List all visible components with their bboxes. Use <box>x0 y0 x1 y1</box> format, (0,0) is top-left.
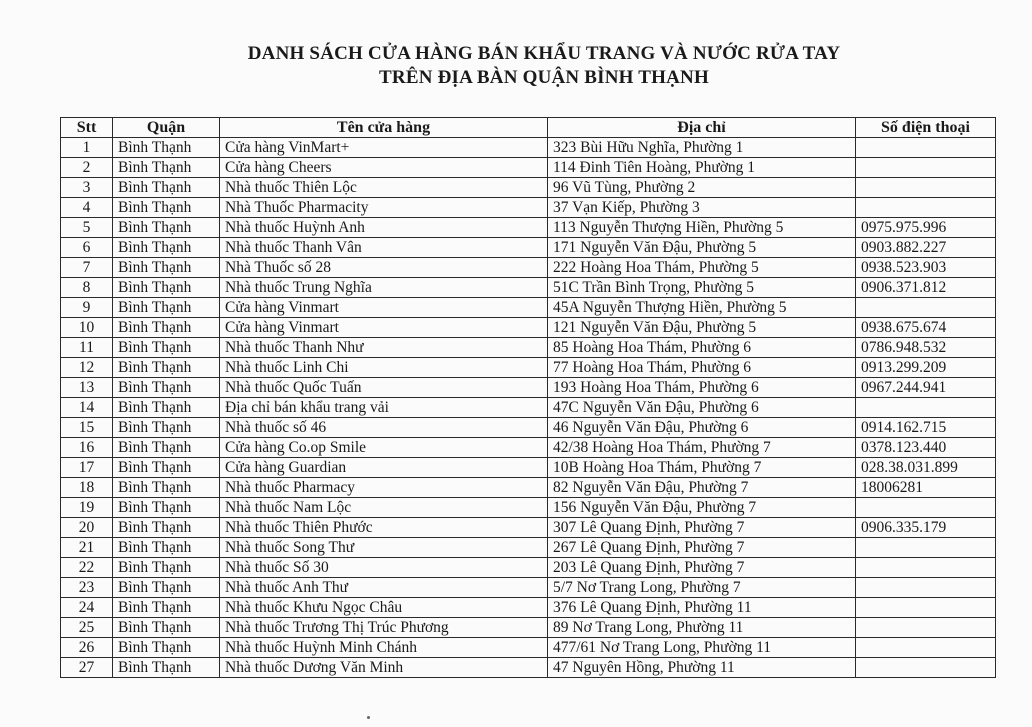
cell-district: Bình Thạnh <box>113 618 220 638</box>
cell-store-name: Nhà thuốc Thanh Như <box>220 338 548 358</box>
cell-store-name: Nhà thuốc Số 30 <box>220 558 548 578</box>
cell-district: Bình Thạnh <box>113 578 220 598</box>
cell-stt: 23 <box>61 578 113 598</box>
cell-phone: 0967.244.941 <box>856 378 996 398</box>
cell-store-name: Nhà thuốc Song Thư <box>220 538 548 558</box>
cell-phone: 0938.675.674 <box>856 318 996 338</box>
cell-district: Bình Thạnh <box>113 438 220 458</box>
cell-stt: 12 <box>61 358 113 378</box>
table-row <box>61 398 996 418</box>
cell-stt: 9 <box>61 298 113 318</box>
cell-address: 267 Lê Quang Định, Phường 7 <box>548 538 856 558</box>
cell-store-name: Nhà thuốc Thanh Vân <box>220 238 548 258</box>
table-row <box>61 618 996 638</box>
cell-store-name: Cửa hàng VinMart+ <box>220 138 548 158</box>
cell-address: 5/7 Nơ Trang Long, Phường 7 <box>548 578 856 598</box>
cell-address: 45A Nguyễn Thượng Hiền, Phường 5 <box>548 298 856 318</box>
cell-district: Bình Thạnh <box>113 658 220 678</box>
cell-stt: 27 <box>61 658 113 678</box>
cell-address: 203 Lê Quang Định, Phường 7 <box>548 558 856 578</box>
table-row <box>61 178 996 198</box>
cell-stt: 24 <box>61 598 113 618</box>
cell-phone <box>856 198 996 218</box>
cell-store-name: Nhà thuốc Huỳnh Anh <box>220 218 548 238</box>
cell-stt: 20 <box>61 518 113 538</box>
cell-phone: 0975.975.996 <box>856 218 996 238</box>
header-phone: Số điện thoại <box>856 118 996 138</box>
cell-phone <box>856 178 996 198</box>
cell-store-name: Nhà thuốc Linh Chi <box>220 358 548 378</box>
cell-store-name: Nhà thuốc Trương Thị Trúc Phương <box>220 618 548 638</box>
cell-store-name: Nhà Thuốc Pharmacity <box>220 198 548 218</box>
cell-district: Bình Thạnh <box>113 358 220 378</box>
cell-phone: 0906.335.179 <box>856 518 996 538</box>
table-row <box>61 378 996 398</box>
cell-address: 85 Hoàng Hoa Thám, Phường 6 <box>548 338 856 358</box>
scan-speck <box>367 716 370 719</box>
cell-stt: 5 <box>61 218 113 238</box>
cell-stt: 25 <box>61 618 113 638</box>
header-store-name: Tên cửa hàng <box>220 118 548 138</box>
document-title-line-1: DANH SÁCH CỬA HÀNG BÁN KHẨU TRANG VÀ NƯỚC RỬA TAY <box>247 43 841 64</box>
cell-phone: 0378.123.440 <box>856 438 996 458</box>
cell-phone: 0906.371.812 <box>856 278 996 298</box>
cell-district: Bình Thạnh <box>113 458 220 478</box>
cell-phone <box>856 558 996 578</box>
cell-store-name: Nhà thuốc Anh Thư <box>220 578 548 598</box>
table-row <box>61 458 996 478</box>
cell-stt: 10 <box>61 318 113 338</box>
cell-store-name: Cửa hàng Vinmart <box>220 298 548 318</box>
table-row <box>61 578 996 598</box>
cell-phone <box>856 138 996 158</box>
cell-phone: 0938.523.903 <box>856 258 996 278</box>
cell-district: Bình Thạnh <box>113 518 220 538</box>
cell-address: 307 Lê Quang Định, Phường 7 <box>548 518 856 538</box>
cell-store-name: Nhà thuốc Khưu Ngọc Châu <box>220 598 548 618</box>
cell-store-name: Cửa hàng Cheers <box>220 158 548 178</box>
cell-district: Bình Thạnh <box>113 498 220 518</box>
cell-address: 156 Nguyễn Văn Đậu, Phường 7 <box>548 498 856 518</box>
table-row <box>61 278 996 298</box>
table-row <box>61 558 996 578</box>
table-row <box>61 418 996 438</box>
cell-address: 222 Hoàng Hoa Thám, Phường 5 <box>548 258 856 278</box>
cell-phone <box>856 598 996 618</box>
cell-address: 323 Bùi Hữu Nghĩa, Phường 1 <box>548 138 856 158</box>
table-row <box>61 218 996 238</box>
cell-address: 89 Nơ Trang Long, Phường 11 <box>548 618 856 638</box>
cell-district: Bình Thạnh <box>113 398 220 418</box>
cell-address: 82 Nguyễn Văn Đậu, Phường 7 <box>548 478 856 498</box>
cell-phone: 0913.299.209 <box>856 358 996 378</box>
cell-stt: 18 <box>61 478 113 498</box>
table-row <box>61 198 996 218</box>
cell-store-name: Nhà thuốc Thiên Phước <box>220 518 548 538</box>
cell-address: 37 Vạn Kiếp, Phường 3 <box>548 198 856 218</box>
cell-address: 42/38 Hoàng Hoa Thám, Phường 7 <box>548 438 856 458</box>
cell-address: 10B Hoàng Hoa Thám, Phường 7 <box>548 458 856 478</box>
cell-stt: 15 <box>61 418 113 438</box>
cell-stt: 8 <box>61 278 113 298</box>
header-district: Quận <box>113 118 220 138</box>
cell-district: Bình Thạnh <box>113 218 220 238</box>
cell-district: Bình Thạnh <box>113 138 220 158</box>
cell-address: 376 Lê Quang Định, Phường 11 <box>548 598 856 618</box>
cell-district: Bình Thạnh <box>113 598 220 618</box>
cell-stt: 13 <box>61 378 113 398</box>
cell-district: Bình Thạnh <box>113 258 220 278</box>
cell-phone <box>856 538 996 558</box>
cell-district: Bình Thạnh <box>113 338 220 358</box>
cell-phone: 0903.882.227 <box>856 238 996 258</box>
cell-district: Bình Thạnh <box>113 638 220 658</box>
cell-phone <box>856 158 996 178</box>
table-row <box>61 438 996 458</box>
cell-store-name: Nhà thuốc số 46 <box>220 418 548 438</box>
header-address: Địa chỉ <box>548 118 856 138</box>
table-row <box>61 358 996 378</box>
cell-stt: 6 <box>61 238 113 258</box>
table-row <box>61 138 996 158</box>
table-row <box>61 478 996 498</box>
cell-stt: 19 <box>61 498 113 518</box>
cell-district: Bình Thạnh <box>113 318 220 338</box>
table-row <box>61 658 996 678</box>
cell-district: Bình Thạnh <box>113 478 220 498</box>
table-row <box>61 498 996 518</box>
cell-store-name: Cửa hàng Guardian <box>220 458 548 478</box>
cell-district: Bình Thạnh <box>113 418 220 438</box>
cell-district: Bình Thạnh <box>113 558 220 578</box>
cell-store-name: Nhà thuốc Dương Văn Minh <box>220 658 548 678</box>
cell-address: 114 Đinh Tiên Hoàng, Phường 1 <box>548 158 856 178</box>
cell-phone <box>856 398 996 418</box>
table-row <box>61 238 996 258</box>
cell-stt: 3 <box>61 178 113 198</box>
cell-district: Bình Thạnh <box>113 198 220 218</box>
cell-phone <box>856 298 996 318</box>
cell-phone: 18006281 <box>856 478 996 498</box>
cell-stt: 17 <box>61 458 113 478</box>
cell-stt: 22 <box>61 558 113 578</box>
cell-address: 46 Nguyễn Văn Đậu, Phường 6 <box>548 418 856 438</box>
cell-stt: 4 <box>61 198 113 218</box>
cell-address: 47 Nguyên Hồng, Phường 11 <box>548 658 856 678</box>
header-stt: Stt <box>61 118 113 138</box>
cell-store-name: Địa chỉ bán khẩu trang vải <box>220 398 548 418</box>
cell-store-name: Nhà thuốc Huỳnh Minh Chánh <box>220 638 548 658</box>
cell-store-name: Nhà thuốc Pharmacy <box>220 478 548 498</box>
cell-address: 77 Hoàng Hoa Thám, Phường 6 <box>548 358 856 378</box>
cell-phone <box>856 578 996 598</box>
cell-district: Bình Thạnh <box>113 378 220 398</box>
cell-stt: 1 <box>61 138 113 158</box>
cell-stt: 7 <box>61 258 113 278</box>
cell-address: 51C Trần Bình Trọng, Phường 5 <box>548 278 856 298</box>
cell-district: Bình Thạnh <box>113 158 220 178</box>
document-title-line-2: TRÊN ĐỊA BÀN QUẬN BÌNH THẠNH <box>379 67 709 88</box>
table-row <box>61 338 996 358</box>
cell-district: Bình Thạnh <box>113 178 220 198</box>
cell-stt: 21 <box>61 538 113 558</box>
cell-store-name: Nhà Thuốc số 28 <box>220 258 548 278</box>
table-row <box>61 598 996 618</box>
cell-store-name: Cửa hàng Vinmart <box>220 318 548 338</box>
store-table <box>60 117 996 678</box>
cell-district: Bình Thạnh <box>113 238 220 258</box>
table-header-row <box>61 118 996 138</box>
cell-address: 47C Nguyễn Văn Đậu, Phường 6 <box>548 398 856 418</box>
table-row <box>61 538 996 558</box>
cell-store-name: Nhà thuốc Thiên Lộc <box>220 178 548 198</box>
cell-phone <box>856 618 996 638</box>
cell-phone <box>856 638 996 658</box>
cell-address: 113 Nguyễn Thượng Hiền, Phường 5 <box>548 218 856 238</box>
table-row <box>61 298 996 318</box>
cell-stt: 16 <box>61 438 113 458</box>
cell-stt: 2 <box>61 158 113 178</box>
cell-address: 96 Vũ Tùng, Phường 2 <box>548 178 856 198</box>
cell-address: 171 Nguyễn Văn Đậu, Phường 5 <box>548 238 856 258</box>
table-row <box>61 518 996 538</box>
cell-phone: 0914.162.715 <box>856 418 996 438</box>
cell-address: 193 Hoàng Hoa Thám, Phường 6 <box>548 378 856 398</box>
cell-store-name: Cửa hàng Co.op Smile <box>220 438 548 458</box>
cell-phone: 0786.948.532 <box>856 338 996 358</box>
cell-district: Bình Thạnh <box>113 278 220 298</box>
cell-phone: 028.38.031.899 <box>856 458 996 478</box>
cell-address: 121 Nguyễn Văn Đậu, Phường 5 <box>548 318 856 338</box>
table-row <box>61 258 996 278</box>
table-row <box>61 158 996 178</box>
cell-district: Bình Thạnh <box>113 298 220 318</box>
cell-store-name: Nhà thuốc Nam Lộc <box>220 498 548 518</box>
cell-phone <box>856 658 996 678</box>
cell-district: Bình Thạnh <box>113 538 220 558</box>
cell-store-name: Nhà thuốc Quốc Tuấn <box>220 378 548 398</box>
cell-stt: 14 <box>61 398 113 418</box>
cell-stt: 11 <box>61 338 113 358</box>
cell-address: 477/61 Nơ Trang Long, Phường 11 <box>548 638 856 658</box>
cell-store-name: Nhà thuốc Trung Nghĩa <box>220 278 548 298</box>
table-row <box>61 638 996 658</box>
table-body <box>61 138 996 678</box>
cell-stt: 26 <box>61 638 113 658</box>
table-row <box>61 318 996 338</box>
cell-phone <box>856 498 996 518</box>
